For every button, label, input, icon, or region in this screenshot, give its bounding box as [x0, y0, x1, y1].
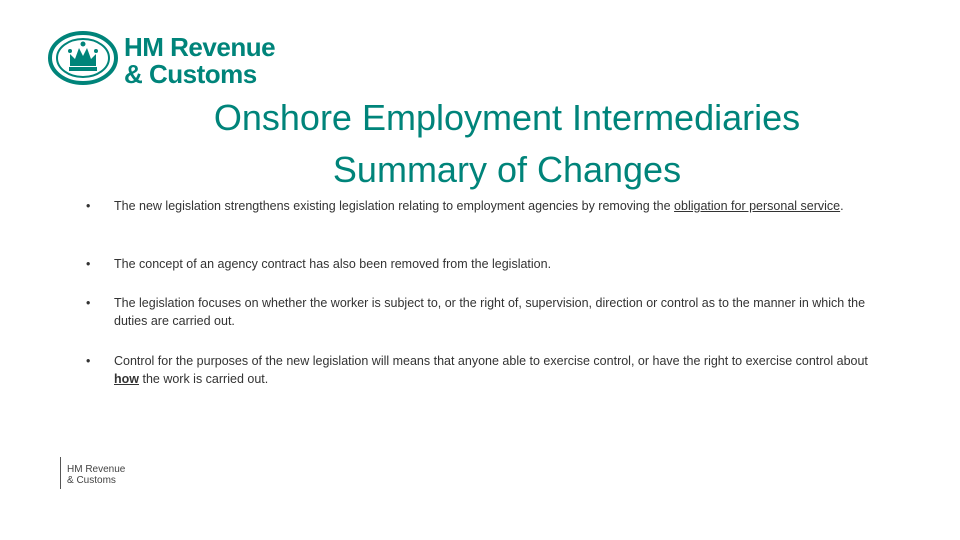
bullet-text: Control for the purposes of the new legislation will means that anyone able to exercise control, or have the right to exercise control about how the work is carried out.: [114, 354, 868, 386]
title-line-1: Onshore Employment Intermediaries: [213, 97, 801, 138]
hmrc-logo: [48, 30, 338, 92]
bullet-text: The new legislation strengthens existing legislation relating to employment agencies by removing the obligation for personal service.: [114, 199, 844, 213]
crown-crest-icon: [48, 30, 118, 86]
logo-line-2: & Customs: [124, 59, 257, 89]
logo-wordmark: [124, 34, 275, 88]
bullet-item: [84, 198, 896, 256]
crest-bar-icon: [60, 457, 66, 489]
bullet-marker: •: [86, 296, 91, 310]
footer-logo-line-1: HM Revenue: [67, 464, 126, 475]
page-title: [150, 92, 864, 196]
footer-wordmark: [67, 465, 125, 486]
emphasis-how: how: [114, 371, 139, 386]
footer-logo: [60, 455, 140, 491]
bullet-marker: •: [86, 354, 91, 368]
bullet-text: The legislation focuses on whether the worker is subject to, or the right of, supervision, direction or control as to the manner in which the duties are carried out.: [114, 296, 866, 328]
obligation-link[interactable]: obligation for personal service: [674, 199, 841, 213]
bullet-text: The concept of an agency contract has also been removed from the legislation.: [114, 257, 552, 271]
logo-line-1: HM Revenue: [124, 32, 276, 62]
title-line-2: Summary of Changes: [332, 149, 682, 190]
bullet-item: [84, 256, 896, 295]
bullet-item: [84, 295, 896, 353]
footer-logo-line-2: & Customs: [67, 474, 116, 486]
bullet-marker: •: [86, 257, 91, 271]
bullet-item: [84, 353, 896, 393]
bullet-marker: •: [86, 199, 91, 213]
bullet-list: [84, 198, 896, 393]
